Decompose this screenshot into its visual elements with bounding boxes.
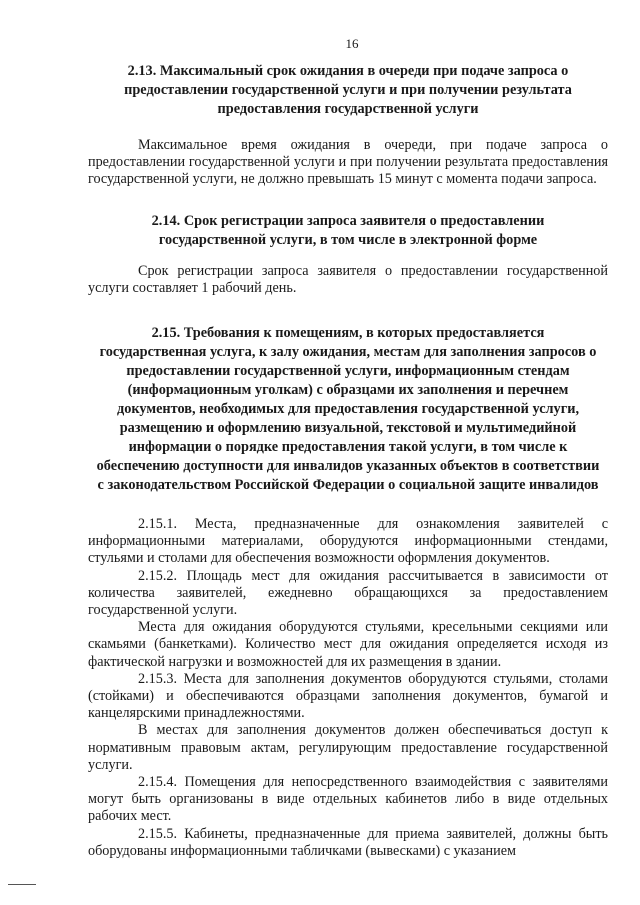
paragraph-2-15-1: 2.15.1. Места, предназначенные для ознакомления заявителей с информационными материалами, оборудуются информационными стендами, стульями и столами для обеспечения возможности оформления документов. <box>88 515 608 567</box>
heading-line: государственной услуги, в том числе в электронной форме <box>158 232 538 249</box>
heading-line: 2.14. Срок регистрации запроса заявителя о предоставлении <box>151 213 545 230</box>
paragraph: Максимальное время ожидания в очереди, при подаче запроса о предоставлении государственной услуги и при получении результата предоставления государственной услуги, не должно превышать 15 минут с момента подачи запроса. <box>88 137 608 187</box>
heading-line: предоставлении государственной услуги, информационным стендам <box>126 362 570 379</box>
page-number: 16 <box>345 36 359 51</box>
section-heading-2-13 <box>88 62 608 119</box>
document-body <box>88 58 608 860</box>
footer-divider <box>8 884 36 885</box>
section-body-2-15 <box>88 516 608 860</box>
heading-line: 2.13. Максимальный срок ожидания в очереди при подаче запроса о <box>127 63 569 79</box>
heading-line: предоставлении государственной услуги и при получении результата <box>124 82 572 98</box>
paragraph-2-15-5: 2.15.5. Кабинеты, предназначенные для приема заявителей, должны быть оборудованы информационными табличками (вывесками) с указанием <box>88 825 608 859</box>
section-heading-2-14 <box>88 212 608 250</box>
heading-line: предоставления государственной услуги <box>217 101 479 117</box>
heading-line: государственная услуга, к залу ожидания, местам для заполнения запросов о <box>99 343 597 360</box>
paragraph-2-15-4: 2.15.4. Помещения для непосредственного взаимодействия с заявителями могут быть организованы в виде отдельных кабинетов либо в виде отдельных рабочих мест. <box>88 774 608 825</box>
paragraph-2-15-3: 2.15.3. Места для заполнения документов оборудуются стульями, столами (стойками) и обеспечиваются образцами заполнения документов, бумагой и канцелярскими принадлежностями. <box>88 670 608 722</box>
heading-line: с законодательством Российской Федерации о социальной защите инвалидов <box>97 476 599 493</box>
heading-line: (информационным уголкам) с образцами их заполнения и перечнем <box>127 381 569 398</box>
paragraph: Места для ожидания оборудуются стульями, кресельными секциями или скамьями (банкетками). Количество мест для ожидания определяется исходя из фактической нагрузки и возможностей для их размещения в здании. <box>88 619 608 670</box>
paragraph: В местах для заполнения документов должен обеспечиваться доступ к нормативным правовым актам, регулирующим предоставление государственной услуги. <box>88 722 608 773</box>
heading-line: информации о порядке предоставления такой услуги, в том числе к <box>128 438 568 455</box>
heading-line: обеспечению доступности для инвалидов указанных объектов в соответствии <box>96 457 600 474</box>
paragraph-2-15-2: 2.15.2. Площадь мест для ожидания рассчитывается в зависимости от количества заявителей, ежедневно обращающихся за предоставлением государственной услуги. <box>88 567 608 618</box>
heading-line: 2.15. Требования к помещениям, в которых предоставляется <box>151 324 545 341</box>
paragraph: Срок регистрации запроса заявителя о предоставлении государственной услуги составляет 1 рабочий день. <box>88 263 608 297</box>
heading-line: документов, необходимых для предоставления государственной услуги, <box>116 400 580 417</box>
heading-line: размещению и оформлению визуальной, текстовой и мультимедийной <box>119 419 577 436</box>
section-heading-2-15 <box>88 324 608 495</box>
